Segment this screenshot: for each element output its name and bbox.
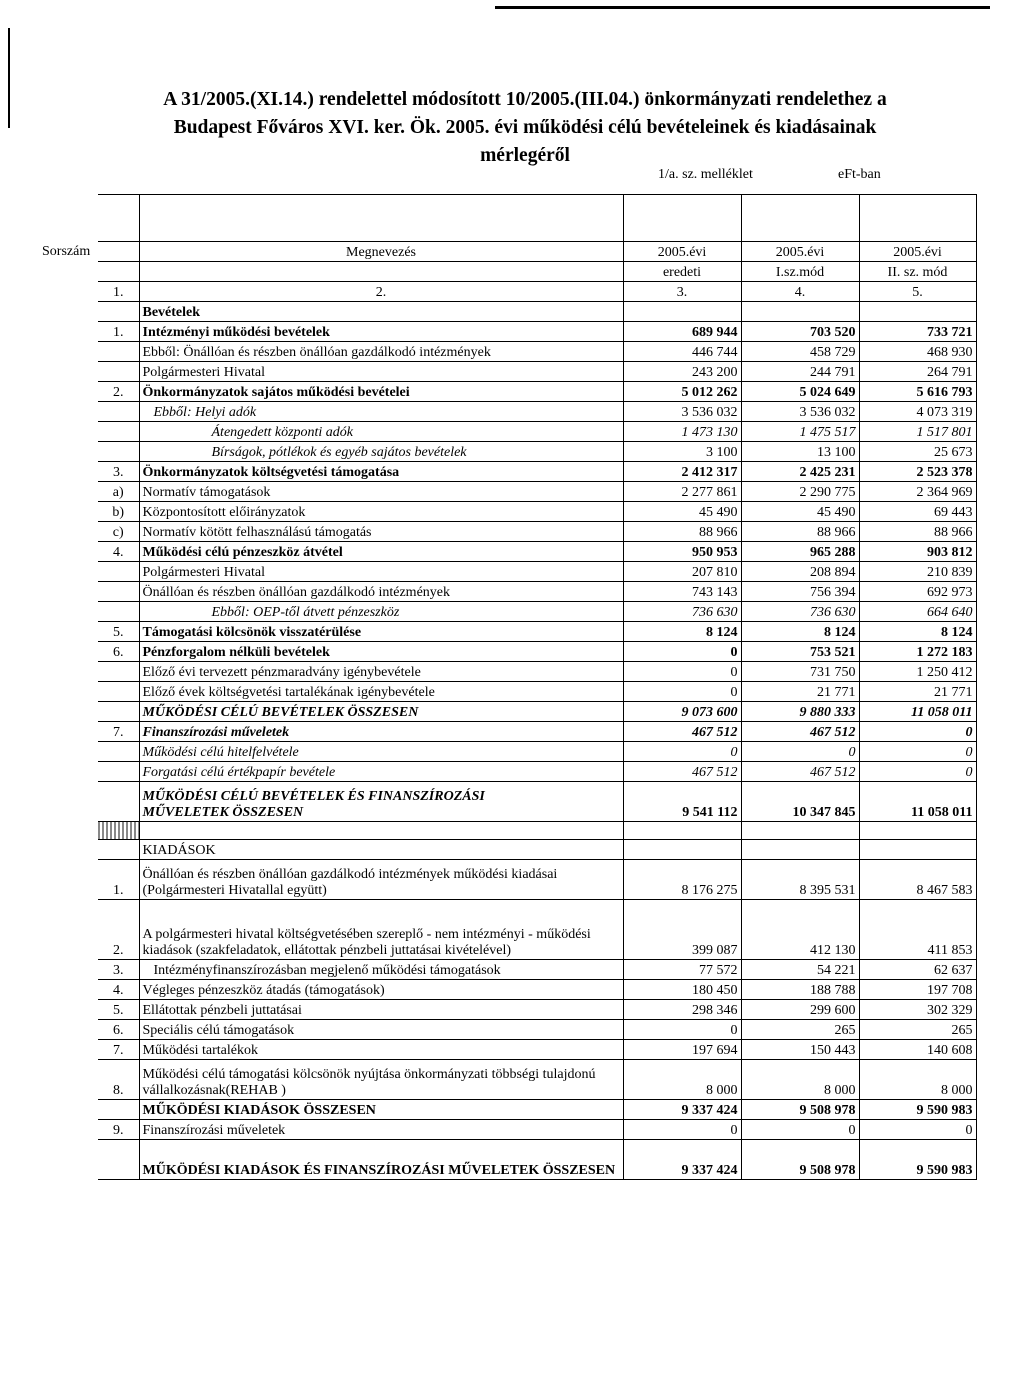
- header-sorszam: Sorszám: [42, 244, 91, 259]
- value-eredeti: 9 337 424: [623, 1140, 741, 1180]
- revenue-row: [98, 582, 976, 602]
- row-number: [98, 1100, 139, 1120]
- revenue-row: [98, 742, 976, 762]
- header-numbers-row: [98, 282, 976, 302]
- value-ii-mod: 692 973: [859, 582, 976, 602]
- value-eredeti: 180 450: [623, 980, 741, 1000]
- header-col3-line1: 2005.évi: [623, 242, 741, 262]
- row-name: Intézményi működési bevételek: [139, 322, 623, 342]
- header-row-1: [98, 242, 976, 262]
- value-eredeti: 467 512: [623, 762, 741, 782]
- value-ii-mod: 8 124: [859, 622, 976, 642]
- value-ii-mod: 197 708: [859, 980, 976, 1000]
- row-name: Ellátottak pénzbeli juttatásai: [139, 1000, 623, 1020]
- value-i-mod: 2 425 231: [741, 462, 859, 482]
- value-i-mod: 467 512: [741, 722, 859, 742]
- row-name: Végleges pénzeszköz átadás (támogatások): [139, 980, 623, 1000]
- expense-row: [98, 980, 976, 1000]
- revenue-row: [98, 442, 976, 462]
- revenue-row: [98, 722, 976, 742]
- value-ii-mod: 0: [859, 1120, 976, 1140]
- value-i-mod: 8 124: [741, 622, 859, 642]
- value-eredeti: 0: [623, 682, 741, 702]
- value-i-mod: 45 490: [741, 502, 859, 522]
- value-i-mod: 756 394: [741, 582, 859, 602]
- value-i-mod: 9 880 333: [741, 702, 859, 722]
- header-spacer-row: [98, 195, 976, 242]
- revenue-row: [98, 402, 976, 422]
- budget-table-body: [42, 195, 976, 1180]
- row-name: Ebből: Helyi adók: [139, 402, 623, 422]
- row-name: Átengedett központi adók: [139, 422, 623, 442]
- value-eredeti: 0: [623, 662, 741, 682]
- value-i-mod: 9 508 978: [741, 1100, 859, 1120]
- value-i-mod: 703 520: [741, 322, 859, 342]
- value-i-mod: 2 290 775: [741, 482, 859, 502]
- expense-row: [98, 1100, 976, 1120]
- value-eredeti: 2 277 861: [623, 482, 741, 502]
- revenue-row: [98, 462, 976, 482]
- row-number: [98, 342, 139, 362]
- value-i-mod: 467 512: [741, 762, 859, 782]
- value-ii-mod: 302 329: [859, 1000, 976, 1020]
- row-number: [98, 702, 139, 722]
- revenue-section-label: Bevételek: [139, 302, 623, 322]
- value-ii-mod: 210 839: [859, 562, 976, 582]
- page-title: [80, 86, 970, 170]
- row-number: 5.: [98, 1000, 139, 1020]
- row-name: Önállóan és részben önállóan gazdálkodó intézmények: [139, 582, 623, 602]
- row-name: Önkormányzatok sajátos működési bevételei: [139, 382, 623, 402]
- row-number: 7.: [98, 722, 139, 742]
- expense-section-label: KIADÁSOK: [139, 840, 623, 860]
- value-i-mod: 244 791: [741, 362, 859, 382]
- row-number: a): [98, 482, 139, 502]
- value-eredeti: 743 143: [623, 582, 741, 602]
- value-ii-mod: 2 364 969: [859, 482, 976, 502]
- value-eredeti: 9 541 112: [623, 782, 741, 822]
- value-eredeti: 3 100: [623, 442, 741, 462]
- row-number: [98, 362, 139, 382]
- value-ii-mod: 468 930: [859, 342, 976, 362]
- header-col5-line1: 2005.évi: [859, 242, 976, 262]
- header-col4-line1: 2005.évi: [741, 242, 859, 262]
- value-ii-mod: 0: [859, 742, 976, 762]
- revenue-row: [98, 702, 976, 722]
- budget-table: [42, 194, 977, 1180]
- revenue-row: [98, 562, 976, 582]
- value-eredeti: 9 073 600: [623, 702, 741, 722]
- row-number: 7.: [98, 1040, 139, 1060]
- header-col4-line2: I.sz.mód: [741, 262, 859, 282]
- expense-row: [98, 1000, 976, 1020]
- revenue-row: [98, 482, 976, 502]
- expense-row: [98, 1140, 976, 1180]
- row-name: MŰKÖDÉSI CÉLÚ BEVÉTELEK ÖSSZESEN: [139, 702, 623, 722]
- row-number: 1.: [98, 322, 139, 342]
- row-name: Polgármesteri Hivatal: [139, 362, 623, 382]
- value-eredeti: 243 200: [623, 362, 741, 382]
- revenue-row: [98, 342, 976, 362]
- value-i-mod: 965 288: [741, 542, 859, 562]
- row-name: Normatív kötött felhasználású támogatás: [139, 522, 623, 542]
- row-number: b): [98, 502, 139, 522]
- row-name: Működési célú támogatási kölcsönök nyújtása önkormányzati többségi tulajdonú vállalkozásnak(REHAB ): [139, 1060, 623, 1100]
- row-number: 6.: [98, 1020, 139, 1040]
- row-number: 4.: [98, 542, 139, 562]
- revenue-row: [98, 362, 976, 382]
- value-i-mod: 1 475 517: [741, 422, 859, 442]
- value-i-mod: 412 130: [741, 900, 859, 960]
- value-i-mod: 54 221: [741, 960, 859, 980]
- expense-row: [98, 1020, 976, 1040]
- value-ii-mod: 21 771: [859, 682, 976, 702]
- revenue-row: [98, 542, 976, 562]
- row-number: [98, 742, 139, 762]
- value-ii-mod: 0: [859, 722, 976, 742]
- expense-row: [98, 1120, 976, 1140]
- revenue-row: [98, 762, 976, 782]
- value-i-mod: 265: [741, 1020, 859, 1040]
- value-ii-mod: 8 000: [859, 1060, 976, 1100]
- value-i-mod: 8 000: [741, 1060, 859, 1100]
- value-ii-mod: 25 673: [859, 442, 976, 462]
- value-ii-mod: 140 608: [859, 1040, 976, 1060]
- value-ii-mod: 2 523 378: [859, 462, 976, 482]
- row-number: [98, 1140, 139, 1180]
- value-ii-mod: 4 073 319: [859, 402, 976, 422]
- row-name: Pénzforgalom nélküli bevételek: [139, 642, 623, 662]
- header-n4: 4.: [741, 282, 859, 302]
- separator-cell: [859, 822, 976, 840]
- value-ii-mod: 9 590 983: [859, 1140, 976, 1180]
- row-name: Működési célú pénzeszköz átvétel: [139, 542, 623, 562]
- expense-row: [98, 960, 976, 980]
- header-n3: 3.: [623, 282, 741, 302]
- value-i-mod: 731 750: [741, 662, 859, 682]
- row-number: [98, 582, 139, 602]
- value-i-mod: 88 966: [741, 522, 859, 542]
- revenue-row: [98, 622, 976, 642]
- row-name: Bírságok, pótlékok és egyéb sajátos bevételek: [139, 442, 623, 462]
- row-name: MŰKÖDÉSI KIADÁSOK ÉS FINANSZÍROZÁSI MŰVELETEK ÖSSZESEN: [139, 1140, 623, 1180]
- value-eredeti: 0: [623, 742, 741, 762]
- separator-cell: [623, 822, 741, 840]
- value-i-mod: 736 630: [741, 602, 859, 622]
- value-i-mod: 3 536 032: [741, 402, 859, 422]
- header-n2: 2.: [139, 282, 623, 302]
- value-ii-mod: 0: [859, 762, 976, 782]
- header-n5: 5.: [859, 282, 976, 302]
- row-number: [98, 602, 139, 622]
- value-eredeti: 2 412 317: [623, 462, 741, 482]
- row-number: 8.: [98, 1060, 139, 1100]
- value-i-mod: 0: [741, 1120, 859, 1140]
- value-i-mod: 150 443: [741, 1040, 859, 1060]
- value-ii-mod: 88 966: [859, 522, 976, 542]
- unit-label: eFt-ban: [838, 167, 881, 182]
- value-ii-mod: 1 250 412: [859, 662, 976, 682]
- value-eredeti: 45 490: [623, 502, 741, 522]
- row-number: [98, 562, 139, 582]
- value-ii-mod: 69 443: [859, 502, 976, 522]
- separator-cell: [98, 822, 139, 840]
- revenue-row: [98, 662, 976, 682]
- grand-total-line-2: MŰVELETEK ÖSSZESEN: [142, 805, 304, 820]
- value-eredeti: 88 966: [623, 522, 741, 542]
- header-n1: 1.: [98, 282, 139, 302]
- scan-left-mark: [8, 28, 10, 128]
- value-i-mod: 753 521: [741, 642, 859, 662]
- row-name: Működési célú hitelfelvétele: [139, 742, 623, 762]
- row-name: Ebből: Önállóan és részben önállóan gazdálkodó intézmények: [139, 342, 623, 362]
- row-name: Támogatási kölcsönök visszatérülése: [139, 622, 623, 642]
- row-name: Előző évek költségvetési tartalékának igénybevétele: [139, 682, 623, 702]
- value-ii-mod: 903 812: [859, 542, 976, 562]
- value-i-mod: 21 771: [741, 682, 859, 702]
- row-name: Speciális célú támogatások: [139, 1020, 623, 1040]
- header-megnevezes: Megnevezés: [139, 242, 623, 262]
- empty-cell: [859, 840, 976, 860]
- value-eredeti: 207 810: [623, 562, 741, 582]
- annex-line: [0, 167, 1024, 187]
- row-name: MŰKÖDÉSI KIADÁSOK ÖSSZESEN: [139, 1100, 623, 1120]
- row-number: 3.: [98, 462, 139, 482]
- value-eredeti: 3 536 032: [623, 402, 741, 422]
- separator-cell: [139, 822, 623, 840]
- value-i-mod: 299 600: [741, 1000, 859, 1020]
- expense-row: [98, 900, 976, 960]
- annex-label: 1/a. sz. melléklet: [658, 167, 753, 182]
- value-ii-mod: 11 058 011: [859, 702, 976, 722]
- revenue-row: [98, 382, 976, 402]
- row-number: 5.: [98, 622, 139, 642]
- value-eredeti: 8 124: [623, 622, 741, 642]
- value-i-mod: 458 729: [741, 342, 859, 362]
- value-ii-mod: 265: [859, 1020, 976, 1040]
- header-row-2: [98, 262, 976, 282]
- row-name: Normatív támogatások: [139, 482, 623, 502]
- revenue-row: [98, 682, 976, 702]
- row-number: 2.: [98, 382, 139, 402]
- row-name: Polgármesteri Hivatal: [139, 562, 623, 582]
- title-line-1: A 31/2005.(XI.14.) rendelettel módosított 10/2005.(III.04.) önkormányzati rendelethez a: [163, 89, 887, 110]
- revenue-grand-total-label: [139, 782, 623, 822]
- value-eredeti: 197 694: [623, 1040, 741, 1060]
- revenue-row: [98, 422, 976, 442]
- row-number: [98, 762, 139, 782]
- row-number: 1.: [98, 860, 139, 900]
- row-name: Előző évi tervezett pénzmaradvány igénybevétele: [139, 662, 623, 682]
- row-number: [98, 840, 139, 860]
- value-ii-mod: 11 058 011: [859, 782, 976, 822]
- value-eredeti: 298 346: [623, 1000, 741, 1020]
- row-name: Finanszírozási műveletek: [139, 1120, 623, 1140]
- row-number: [98, 782, 139, 822]
- expense-section-row: [98, 840, 976, 860]
- row-name: Ebből: OEP-től átvett pénzeszköz: [139, 602, 623, 622]
- row-name: Finanszírozási műveletek: [139, 722, 623, 742]
- value-ii-mod: 62 637: [859, 960, 976, 980]
- empty-cell: [623, 840, 741, 860]
- grand-total-line-1: MŰKÖDÉSI CÉLÚ BEVÉTELEK ÉS FINANSZÍROZÁSI: [142, 789, 485, 804]
- value-eredeti: 0: [623, 1120, 741, 1140]
- revenue-grand-total-row: [98, 782, 976, 822]
- value-i-mod: 5 024 649: [741, 382, 859, 402]
- row-number: [98, 682, 139, 702]
- row-number: 6.: [98, 642, 139, 662]
- value-i-mod: 188 788: [741, 980, 859, 1000]
- revenue-row: [98, 602, 976, 622]
- value-i-mod: 9 508 978: [741, 1140, 859, 1180]
- value-eredeti: 0: [623, 1020, 741, 1040]
- value-i-mod: 10 347 845: [741, 782, 859, 822]
- value-ii-mod: 8 467 583: [859, 860, 976, 900]
- value-ii-mod: 411 853: [859, 900, 976, 960]
- value-eredeti: 8 176 275: [623, 860, 741, 900]
- value-eredeti: 5 012 262: [623, 382, 741, 402]
- revenue-row: [98, 322, 976, 342]
- row-name: Önállóan és részben önállóan gazdálkodó intézmények működési kiadásai (Polgármesteri Hivatallal együtt): [139, 860, 623, 900]
- value-eredeti: 77 572: [623, 960, 741, 980]
- value-ii-mod: 5 616 793: [859, 382, 976, 402]
- scan-top-line: [495, 6, 990, 9]
- revenue-section-row: [98, 302, 976, 322]
- expense-row: [98, 860, 976, 900]
- row-number: 4.: [98, 980, 139, 1000]
- value-eredeti: 8 000: [623, 1060, 741, 1100]
- header-col3-line2: eredeti: [623, 262, 741, 282]
- row-number: 2.: [98, 900, 139, 960]
- header-col5-line2: II. sz. mód: [859, 262, 976, 282]
- value-ii-mod: 9 590 983: [859, 1100, 976, 1120]
- revenue-row: [98, 502, 976, 522]
- row-number: [98, 442, 139, 462]
- empty-cell: [741, 840, 859, 860]
- row-name: Forgatási célú értékpapír bevétele: [139, 762, 623, 782]
- expense-row: [98, 1060, 976, 1100]
- revenue-row: [98, 522, 976, 542]
- value-eredeti: 1 473 130: [623, 422, 741, 442]
- value-eredeti: 0: [623, 642, 741, 662]
- row-name: Önkormányzatok költségvetési támogatása: [139, 462, 623, 482]
- value-eredeti: 467 512: [623, 722, 741, 742]
- row-number: [98, 422, 139, 442]
- value-eredeti: 446 744: [623, 342, 741, 362]
- separator-cell: [741, 822, 859, 840]
- value-ii-mod: 1 517 801: [859, 422, 976, 442]
- title-line-3: mérlegéről: [480, 145, 570, 166]
- value-eredeti: 950 953: [623, 542, 741, 562]
- row-number: [98, 662, 139, 682]
- value-ii-mod: 1 272 183: [859, 642, 976, 662]
- value-eredeti: 399 087: [623, 900, 741, 960]
- value-ii-mod: 733 721: [859, 322, 976, 342]
- separator-row: [98, 822, 976, 840]
- row-name: A polgármesteri hivatal költségvetésében szereplő - nem intézményi - működési kiadások (szakfeladatok, ellátottak pénzbeli juttatásai kivételével): [139, 900, 623, 960]
- value-eredeti: 689 944: [623, 322, 741, 342]
- value-ii-mod: 664 640: [859, 602, 976, 622]
- value-eredeti: 9 337 424: [623, 1100, 741, 1120]
- row-name: Intézményfinanszírozásban megjelenő működési támogatások: [139, 960, 623, 980]
- expense-row: [98, 1040, 976, 1060]
- title-line-2: Budapest Főváros XVI. ker. Ök. 2005. évi működési célú bevételeinek és kiadásainak: [173, 117, 877, 138]
- value-i-mod: 13 100: [741, 442, 859, 462]
- value-ii-mod: 264 791: [859, 362, 976, 382]
- row-number: 3.: [98, 960, 139, 980]
- value-i-mod: 8 395 531: [741, 860, 859, 900]
- value-i-mod: 0: [741, 742, 859, 762]
- value-i-mod: 208 894: [741, 562, 859, 582]
- revenue-row: [98, 642, 976, 662]
- row-number: 9.: [98, 1120, 139, 1140]
- row-name: Működési tartalékok: [139, 1040, 623, 1060]
- value-eredeti: 736 630: [623, 602, 741, 622]
- row-number: c): [98, 522, 139, 542]
- row-number: [98, 402, 139, 422]
- row-name: Központosított előirányzatok: [139, 502, 623, 522]
